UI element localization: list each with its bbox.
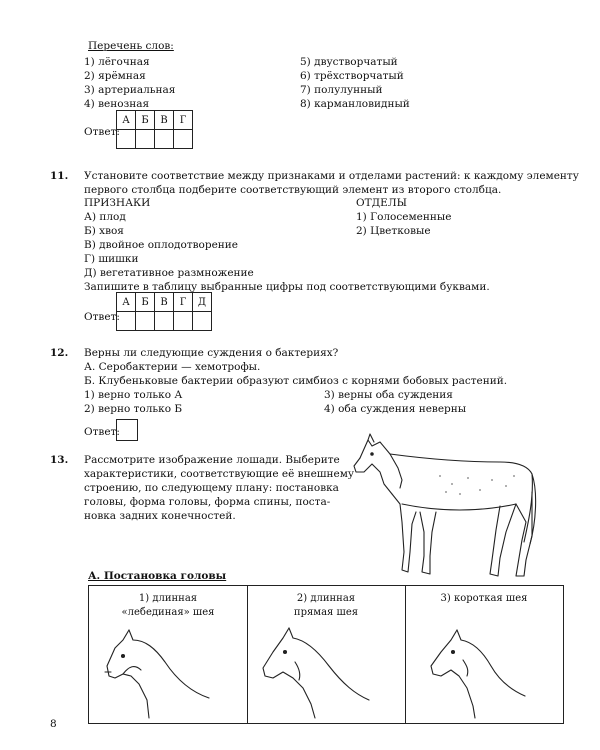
q11-feature: Г) шишки [84, 253, 139, 265]
question-number: 12. [50, 347, 69, 359]
q12-question: Верны ли следующие суждения о бактериях? [84, 347, 339, 359]
q12-statement: Б. Клубеньковые бактерии образуют симбиоз с корнями бобовых растений. [84, 375, 508, 387]
answer-cell[interactable] [174, 312, 193, 331]
word-list-item: 4) венозная [84, 98, 150, 110]
answer-header: Д [193, 293, 212, 312]
q11-col2-header: ОТДЕЛЫ [356, 197, 407, 209]
q11-division: 2) Цветковые [356, 225, 431, 237]
question-number: 13. [50, 454, 69, 466]
horse-head-short-neck [417, 626, 547, 721]
horse-head-swan-neck [101, 626, 231, 721]
word-list-title: Перечень слов: [88, 40, 174, 52]
caption-line: 1) длинная [138, 593, 198, 604]
answer-header: А [117, 111, 136, 130]
answer-header: Б [136, 293, 155, 312]
q11-feature: Б) хвоя [84, 225, 124, 237]
word-list-item: 2) ярёмная [84, 70, 146, 82]
answer-header: Б [136, 111, 155, 130]
q12-statement: А. Серобактерии — хемотрофы. [84, 361, 261, 373]
q13-text: Рассмотрите изображение лошади. Выберите [84, 454, 340, 466]
word-list-item: 1) лёгочная [84, 56, 150, 68]
word-list-item: 5) двустворчатый [300, 56, 398, 68]
word-list-item: 6) трёхстворчатый [300, 70, 404, 82]
q11-feature: А) плод [84, 211, 126, 223]
q13-text: строению, по следующему плану: постановка [84, 482, 339, 494]
answer-header: Г [174, 111, 193, 130]
q11-col1-header: ПРИЗНАКИ [84, 197, 151, 209]
q13-text: новка задних конечностей. [84, 510, 236, 522]
horse-illustration [350, 432, 550, 582]
answer-cell[interactable] [136, 130, 155, 149]
answer-label: Ответ: [84, 311, 120, 323]
answer-cell[interactable] [117, 130, 136, 149]
word-list-item: 7) полулунный [300, 84, 383, 96]
word-list-item: 8) карманловидный [300, 98, 410, 110]
q11-text: первого столбца подберите соответствующий элемент из второго столбца. [84, 184, 502, 196]
q12-option: 3) верны оба суждения [324, 389, 453, 401]
answer-cell[interactable] [117, 312, 136, 331]
q11-instruction: Запишите в таблицу выбранные цифры под соответствующими буквами. [84, 281, 490, 293]
question-number: 11. [50, 170, 69, 182]
option-cell [89, 586, 248, 723]
answer-cell[interactable] [155, 312, 174, 331]
caption-line: прямая шея [293, 607, 359, 618]
q11-division: 1) Голосеменные [356, 211, 452, 223]
answer-box[interactable] [116, 419, 138, 441]
caption-line: 2) длинная [296, 593, 356, 604]
q11-feature: Д) вегетативное размножение [84, 267, 254, 279]
answer-cell[interactable] [193, 312, 212, 331]
answer-header: В [155, 111, 174, 130]
q13-text: характеристики, соответствующие её внешнему [84, 468, 355, 480]
q12-option: 2) верно только Б [84, 403, 183, 415]
answer-label: Ответ: [84, 426, 120, 438]
answer-table-2 [116, 292, 212, 331]
page-number: 8 [50, 718, 57, 730]
caption-line: «лебединая» шея [121, 607, 215, 618]
word-list-item: 3) артериальная [84, 84, 176, 96]
section-title: А. Постановка головы [88, 570, 227, 582]
head-position-table [88, 585, 564, 724]
horse-head-straight-neck [259, 626, 389, 721]
answer-cell[interactable] [174, 130, 193, 149]
q11-feature: В) двойное оплодотворение [84, 239, 239, 251]
answer-label: Ответ: [84, 126, 120, 138]
q12-option: 4) оба суждения неверны [324, 403, 467, 415]
q12-option: 1) верно только А [84, 389, 183, 401]
answer-cell[interactable] [136, 312, 155, 331]
answer-header: А [117, 293, 136, 312]
option-cell [247, 586, 406, 723]
caption-line: 3) короткая шея [440, 593, 528, 604]
q11-text: Установите соответствие между признаками и отделами растений: к каждому элементу [84, 170, 579, 182]
option-cell [405, 586, 563, 723]
q13-text: головы, форма головы, форма спины, поста- [84, 496, 331, 508]
answer-header: В [155, 293, 174, 312]
answer-table-1 [116, 110, 193, 149]
answer-header: Г [174, 293, 193, 312]
answer-cell[interactable] [155, 130, 174, 149]
